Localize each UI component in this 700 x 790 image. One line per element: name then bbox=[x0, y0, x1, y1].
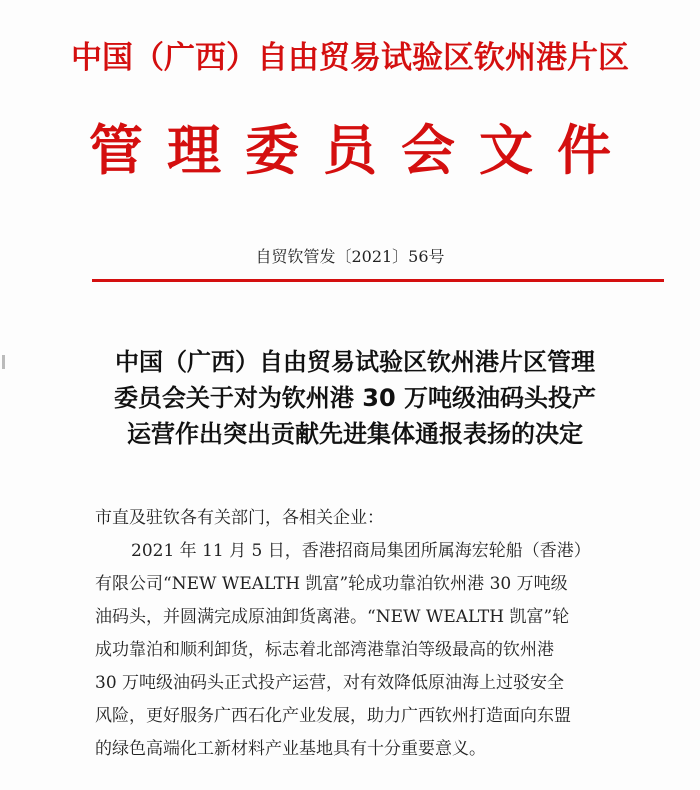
body-line: 成功靠泊和顺利卸货，标志着北部湾港靠泊等级最高的钦州港 bbox=[95, 640, 554, 660]
body-line: 2021 年 11 月 5 日，香港招商局集团所属海宏轮船（香港） bbox=[131, 541, 591, 561]
body-line: 油码头，并圆满完成原油卸货离港。“NEW WEALTH 凯富”轮 bbox=[95, 607, 570, 627]
salutation: 市直及驻钦各有关部门，各相关企业： bbox=[95, 508, 384, 528]
title-line: 委员会关于对为钦州港 30 万吨级油码头投产 bbox=[113, 384, 597, 412]
issuer-name: 中国（广西）自由贸易试验区钦州港片区 bbox=[71, 40, 629, 76]
title-line: 运营作出突出贡献先进集体通报表扬的决定 bbox=[127, 420, 583, 448]
document-type-heading: 管理委员会文件 bbox=[89, 118, 635, 182]
body-line: 的绿色高端化工新材料产业基地具有十分重要意义。 bbox=[95, 739, 486, 759]
title-line: 中国（广西）自由贸易试验区钦州港片区管理 bbox=[115, 348, 595, 376]
document-title bbox=[60, 344, 650, 452]
body-line: 30 万吨级油码头正式投产运营，对有效降低原油海上过驳安全 bbox=[95, 673, 565, 693]
body-paragraph bbox=[95, 535, 665, 766]
edge-mark bbox=[2, 355, 5, 369]
body-line: 有限公司“NEW WEALTH 凯富”轮成功靠泊钦州港 30 万吨级 bbox=[95, 574, 568, 594]
body-line: 风险，更好服务广西石化产业发展，助力广西钦州打造面向东盟 bbox=[95, 706, 571, 726]
document-number: 自贸钦管发〔2021〕56号 bbox=[255, 247, 445, 266]
red-separator-line bbox=[92, 279, 664, 282]
